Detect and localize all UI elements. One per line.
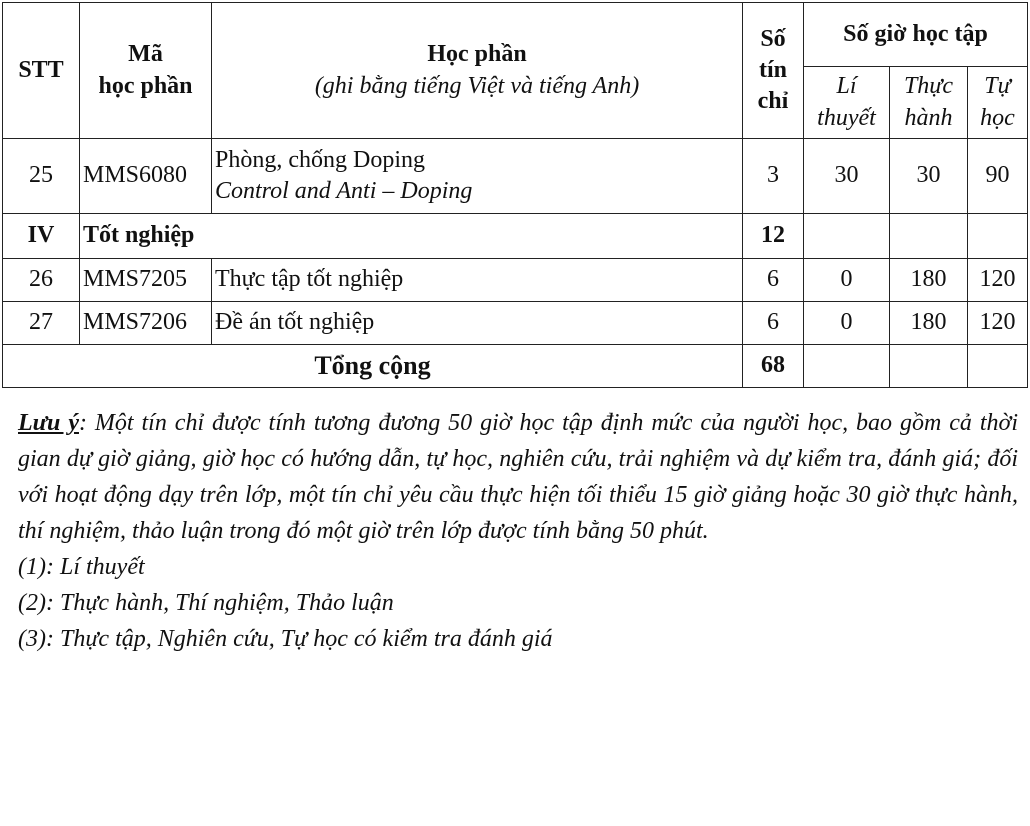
- section-row: [3, 214, 1028, 259]
- course-name-en: Control and Anti – Doping: [215, 178, 473, 204]
- table-row: [3, 139, 1028, 214]
- header-practice-line1: Thực: [903, 73, 954, 100]
- header-practice: [890, 67, 968, 139]
- note-item: (2): Thực hành, Thí nghiệm, Thảo luận: [18, 590, 394, 616]
- note-item: (1): Lí thuyết: [18, 554, 145, 580]
- header-course-code-line1: Mã: [128, 41, 163, 68]
- note-paragraph: [18, 405, 1018, 549]
- curriculum-table: [2, 2, 1028, 388]
- header-credits-line3: chỉ: [757, 88, 789, 115]
- header-course-code: [80, 3, 212, 139]
- cell-course-name: [212, 139, 743, 214]
- cell-empty: [890, 214, 968, 259]
- cell-code: MMS7205: [80, 259, 212, 302]
- cell-stt: 27: [3, 302, 80, 345]
- total-credits: 68: [743, 345, 804, 388]
- header-course-name-line2: (ghi bằng tiếng Việt và tiếng Anh): [314, 72, 640, 99]
- total-row: [3, 345, 1028, 388]
- note-label: Lưu ý: [18, 410, 79, 436]
- header-practice-line2: hành: [904, 104, 953, 131]
- note-section: [18, 405, 1018, 657]
- cell-credits: 3: [743, 139, 804, 214]
- cell-practice: 180: [890, 302, 968, 345]
- cell-course-name: Thực tập tốt nghiệp: [212, 259, 743, 302]
- header-study-hours: Số giờ học tập: [804, 3, 1028, 67]
- cell-empty: [968, 214, 1028, 259]
- table-row: [3, 302, 1028, 345]
- cell-self-study: 90: [968, 139, 1028, 214]
- table-row: [3, 259, 1028, 302]
- total-label: Tổng cộng: [3, 345, 743, 388]
- header-self-study-line1: Tự: [984, 73, 1011, 100]
- section-title: Tốt nghiệp: [80, 214, 743, 259]
- header-theory-line1: Lí: [836, 73, 857, 100]
- cell-credits: 6: [743, 259, 804, 302]
- cell-practice: 30: [890, 139, 968, 214]
- note-item: (3): Thực tập, Nghiên cứu, Tự học có kiểm tra đánh giá: [18, 626, 553, 652]
- header-course-code-line2: học phần: [98, 72, 193, 99]
- cell-credits: 6: [743, 302, 804, 345]
- cell-theory: 0: [804, 259, 890, 302]
- header-course-name: [212, 3, 743, 139]
- header-theory-line2: thuyết: [817, 104, 876, 131]
- cell-stt: 25: [3, 139, 80, 214]
- header-course-name-line1: Học phần: [427, 41, 527, 68]
- cell-code: MMS7206: [80, 302, 212, 345]
- header-theory: [804, 67, 890, 139]
- course-name-vi: Phòng, chống Doping: [215, 146, 425, 173]
- header-credits-line1: Số: [760, 25, 786, 52]
- note-text: : Một tín chỉ được tính tương đương 50 giờ học tập định mức của người học, bao gồm cả thời gian dự giờ giảng, giờ học có hướng dẫn, tự học, nghiên cứu, trải nghiệm và dự kiểm tra, đánh giá; đối với hoạt động dạy trên lớp, một tín chỉ yêu cầu thực hiện tối thiểu 15 giờ giảng hoặc 30 giờ thực hành, thí nghiệm, thảo luận trong đó một giờ trên lớp được tính bằng 50 phút.: [18, 410, 1018, 544]
- section-number: IV: [3, 214, 80, 259]
- header-self-study-line2: học: [980, 104, 1015, 131]
- header-row: [3, 3, 1028, 67]
- cell-empty: [804, 214, 890, 259]
- cell-code: MMS6080: [80, 139, 212, 214]
- cell-empty: [804, 345, 890, 388]
- cell-course-name: Đề án tốt nghiệp: [212, 302, 743, 345]
- header-self-study: [968, 67, 1028, 139]
- cell-practice: 180: [890, 259, 968, 302]
- cell-stt: 26: [3, 259, 80, 302]
- cell-self-study: 120: [968, 302, 1028, 345]
- section-credits: 12: [743, 214, 804, 259]
- cell-empty: [890, 345, 968, 388]
- header-credits: [743, 3, 804, 139]
- cell-theory: 0: [804, 302, 890, 345]
- cell-empty: [968, 345, 1028, 388]
- header-stt: STT: [3, 3, 80, 139]
- cell-self-study: 120: [968, 259, 1028, 302]
- cell-theory: 30: [804, 139, 890, 214]
- header-credits-line2: tín: [758, 56, 787, 83]
